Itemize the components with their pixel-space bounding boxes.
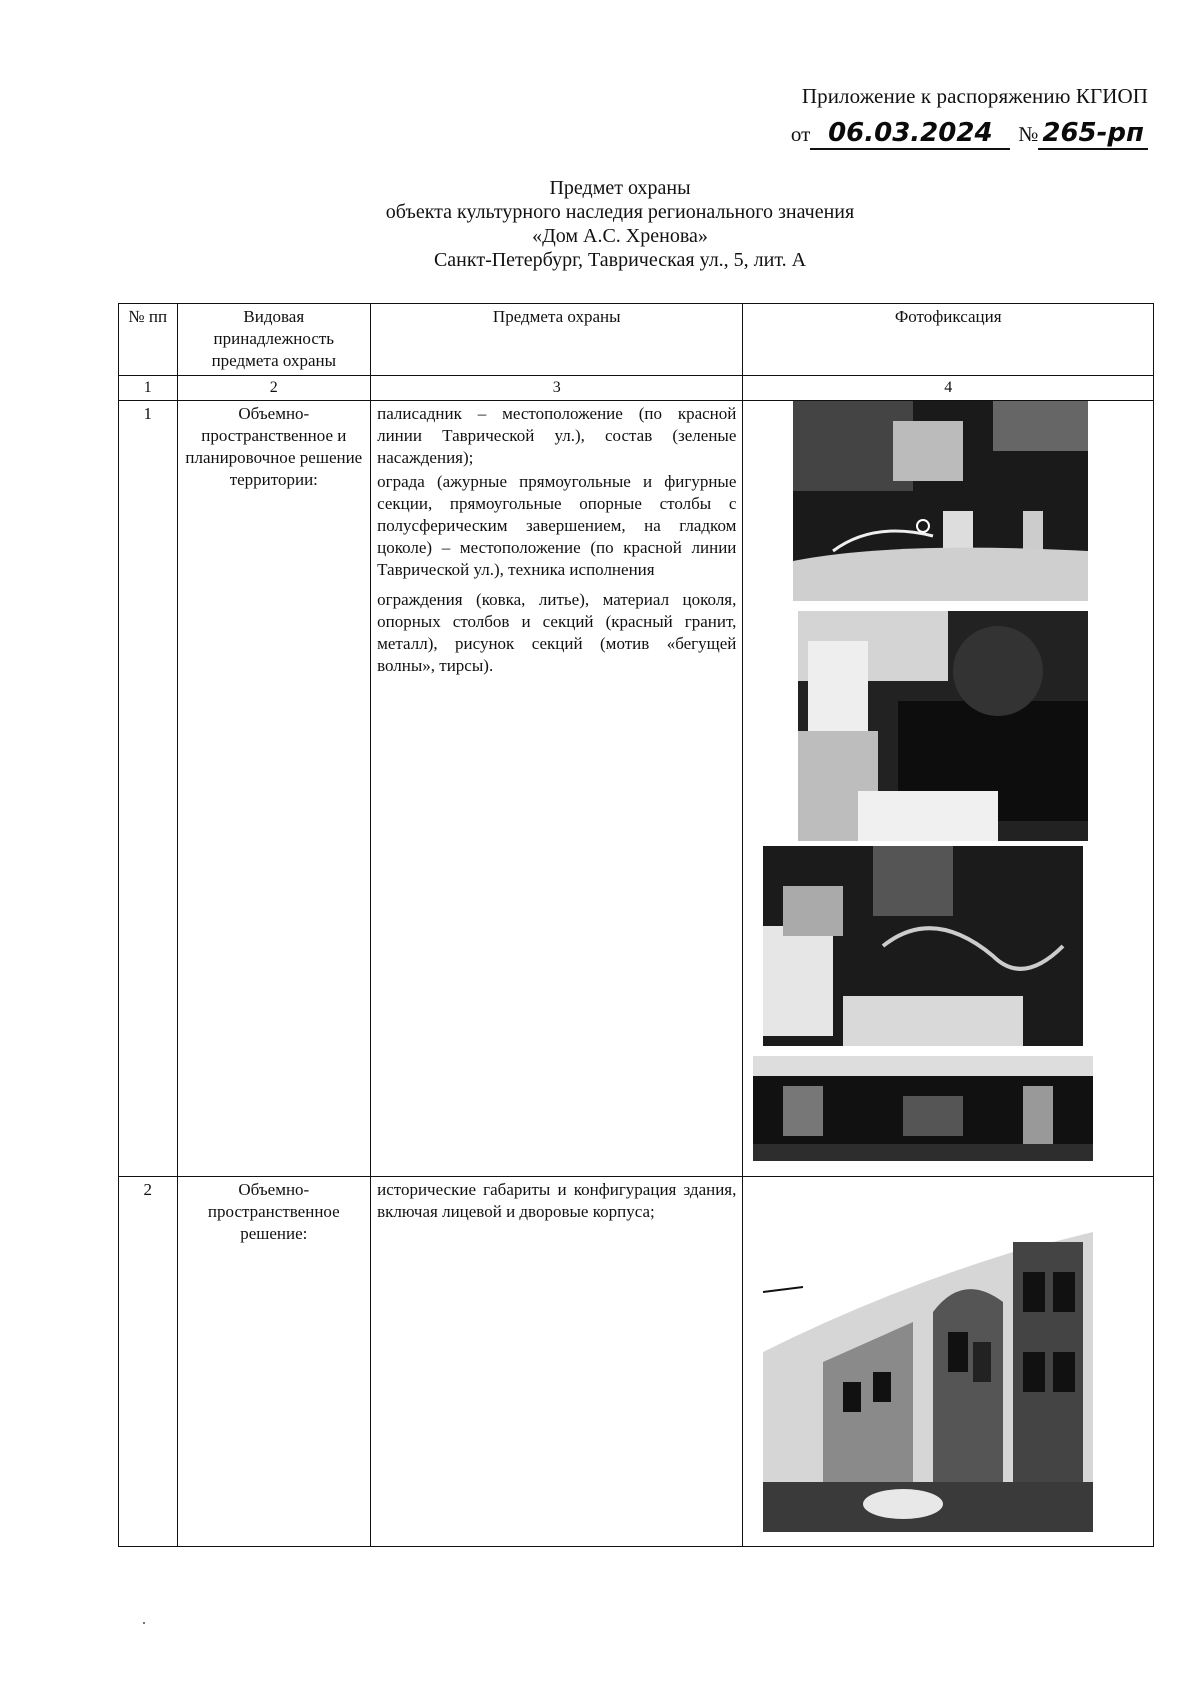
table-row xyxy=(119,1177,1154,1547)
row-type: Объемно-пространственное и планировочное решение территории: xyxy=(177,401,371,1177)
title-line-1: Предмет охраны xyxy=(549,177,691,199)
decree-reference xyxy=(791,118,1148,150)
header-subject: Предмета охраны xyxy=(371,304,743,376)
row-photos xyxy=(743,1177,1154,1547)
row-number: 1 xyxy=(119,401,178,1177)
table-header-row xyxy=(119,304,1154,376)
column-number-row xyxy=(119,376,1154,401)
header-type: Видовая принадлежность предмета охраны xyxy=(177,304,371,376)
from-label: от xyxy=(790,122,811,146)
column-number: 3 xyxy=(371,376,743,401)
decree-date: 06.03.2024 xyxy=(828,118,993,148)
header-number: № пп xyxy=(119,304,178,376)
subject-paragraph: исторические габариты и конфигурация здания, включая лицевой и дворовые корпуса; xyxy=(377,1180,737,1221)
column-number: 2 xyxy=(177,376,371,401)
column-number: 1 xyxy=(119,376,178,401)
title-line-3: «Дом А.С. Хренова» xyxy=(532,225,708,247)
row-photos xyxy=(743,401,1154,1177)
photo-fence-section xyxy=(763,846,1083,1046)
photo-trees xyxy=(798,611,1088,841)
number-label: № xyxy=(1018,122,1039,146)
photo-fence-detail xyxy=(753,1056,1093,1161)
header-photo: Фотофиксация xyxy=(743,304,1154,376)
protection-subject-table xyxy=(118,303,1154,1547)
subject-paragraph: ограда (ажурные прямоугольные и фигурные секции, прямоугольные опорные столбы с полусферическим завершением, на гладком цоколе) – местоположение (по красной линии Таврической ул.), техника исполнения xyxy=(377,472,737,579)
row-subject xyxy=(371,401,743,1177)
appendix-caption: Приложение к распоряжению КГИОП xyxy=(801,84,1148,108)
table-row xyxy=(119,401,1154,1177)
row-number: 2 xyxy=(119,1177,178,1547)
column-number: 4 xyxy=(743,376,1154,401)
photo-building-facade xyxy=(763,1232,1093,1532)
row-subject xyxy=(371,1177,743,1547)
title-line-2: объекта культурного наследия регионального значения xyxy=(385,201,855,223)
subject-paragraph: палисадник – местоположение (по красной линии Таврической ул.), состав (зеленые насаждения); xyxy=(377,404,737,467)
photo-garden-fence xyxy=(793,401,1088,601)
decree-number: 265-рп xyxy=(1042,118,1144,148)
subject-paragraph: ограждения (ковка, литье), материал цоколя, опорных столбов и секций (красный гранит, металл), рисунок секций (мотив «бегущей волны», тирсы). xyxy=(377,590,737,675)
title-line-4: Санкт-Петербург, Таврическая ул., 5, лит. А xyxy=(433,249,807,271)
scan-artifact xyxy=(143,1622,145,1624)
row-type: Объемно-пространственное решение: xyxy=(177,1177,371,1547)
document-title xyxy=(0,176,1200,272)
